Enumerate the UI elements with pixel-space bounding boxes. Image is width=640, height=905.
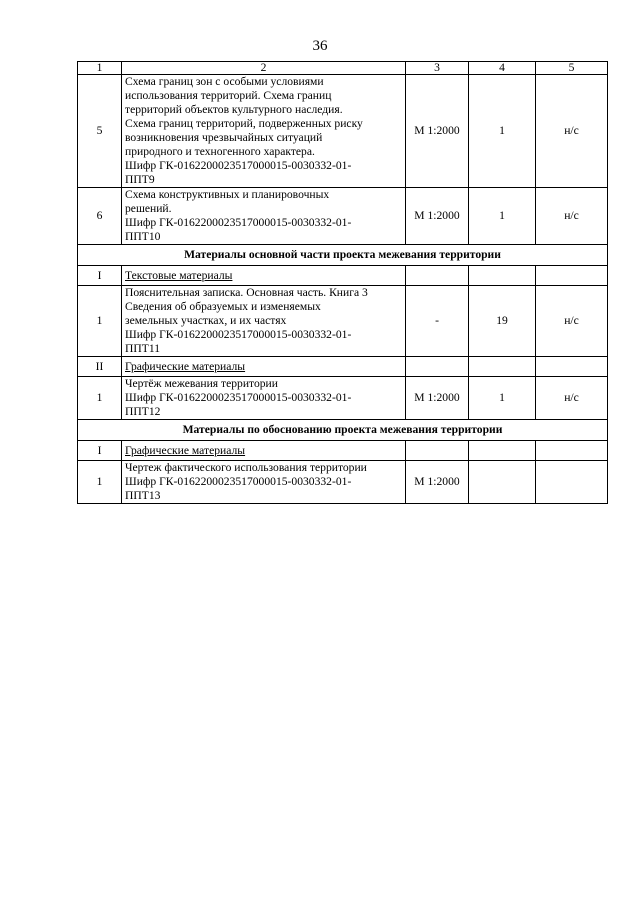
description-line: природного и техногенного характера.	[125, 145, 315, 158]
item-scale: М 1:2000	[406, 461, 469, 504]
item-scale: -	[406, 286, 469, 357]
description-line: Шифр ГК-0162200023517000015-0030332-01-	[125, 391, 352, 404]
subsection-cell	[122, 357, 406, 377]
documents-table	[77, 61, 608, 504]
empty-cell	[536, 266, 608, 286]
item-description	[122, 188, 406, 245]
table-row	[78, 286, 608, 357]
description-line: Схема конструктивных и планировочных	[125, 188, 330, 201]
table-row	[78, 188, 608, 245]
subsection-number: I	[78, 266, 122, 286]
column-header: 1	[78, 62, 122, 75]
item-sheet-count	[469, 461, 536, 504]
item-number: 6	[78, 188, 122, 245]
subsection-title: Графические материалы	[125, 359, 246, 373]
empty-cell	[406, 357, 469, 377]
subsection-title: Текстовые материалы	[125, 268, 233, 282]
table-row	[78, 75, 608, 188]
subsection-row	[78, 441, 608, 461]
description-line: ППТ13	[125, 489, 161, 502]
empty-cell	[406, 441, 469, 461]
subsection-cell	[122, 441, 406, 461]
empty-cell	[536, 357, 608, 377]
description-line: Схема границ территорий, подверженных риску	[125, 117, 363, 130]
description-line: Пояснительная записка. Основная часть. Книга 3	[125, 286, 368, 299]
description-line: ППТ10	[125, 230, 161, 243]
empty-cell	[406, 266, 469, 286]
item-number: 5	[78, 75, 122, 188]
description-line: Шифр ГК-0162200023517000015-0030332-01-	[125, 328, 352, 341]
item-description	[122, 377, 406, 420]
subsection-cell	[122, 266, 406, 286]
subsection-row	[78, 266, 608, 286]
table-row	[78, 377, 608, 420]
description-line: Чертёж межевания территории	[125, 377, 278, 390]
item-sheet-count: 1	[469, 188, 536, 245]
description-line: Сведения об образуемых и изменяемых	[125, 300, 321, 313]
item-sheet-count: 1	[469, 75, 536, 188]
subsection-number: II	[78, 357, 122, 377]
item-number: 1	[78, 286, 122, 357]
empty-cell	[469, 266, 536, 286]
description-line: Шифр ГК-0162200023517000015-0030332-01-	[125, 216, 352, 229]
item-number: 1	[78, 461, 122, 504]
column-header: 2	[122, 62, 406, 75]
item-note: н/с	[536, 188, 608, 245]
section-title: Материалы основной части проекта межевания территории	[78, 245, 608, 266]
item-sheet-count: 1	[469, 377, 536, 420]
description-line: ППТ11	[125, 342, 160, 355]
item-description	[122, 286, 406, 357]
subsection-row	[78, 357, 608, 377]
column-header: 4	[469, 62, 536, 75]
column-header: 3	[406, 62, 469, 75]
description-line: Чертеж фактического использования территории	[125, 461, 367, 474]
description-line: ППТ12	[125, 405, 161, 418]
subsection-title: Графические материалы	[125, 443, 246, 457]
table-header-row	[78, 62, 608, 75]
subsection-number: I	[78, 441, 122, 461]
description-line: Шифр ГК-0162200023517000015-0030332-01-	[125, 475, 352, 488]
description-line: решений.	[125, 202, 172, 215]
item-note	[536, 461, 608, 504]
item-scale: М 1:2000	[406, 75, 469, 188]
table-row	[78, 461, 608, 504]
description-line: возникновения чрезвычайных ситуаций	[125, 131, 323, 144]
section-header-row	[78, 420, 608, 441]
item-description	[122, 75, 406, 188]
description-line: территорий объектов культурного наследия.	[125, 103, 343, 116]
description-line: ППТ9	[125, 173, 155, 186]
description-line: использования территорий. Схема границ	[125, 89, 332, 102]
item-description	[122, 461, 406, 504]
item-scale: М 1:2000	[406, 188, 469, 245]
item-note: н/с	[536, 377, 608, 420]
item-sheet-count: 19	[469, 286, 536, 357]
item-scale: М 1:2000	[406, 377, 469, 420]
section-header-row	[78, 245, 608, 266]
description-line: Шифр ГК-0162200023517000015-0030332-01-	[125, 159, 352, 172]
item-note: н/с	[536, 75, 608, 188]
section-title: Материалы по обоснованию проекта межевания территории	[78, 420, 608, 441]
page-number: 36	[312, 38, 328, 54]
empty-cell	[469, 441, 536, 461]
column-header: 5	[536, 62, 608, 75]
empty-cell	[536, 441, 608, 461]
item-number: 1	[78, 377, 122, 420]
description-line: земельных участках, и их частях	[125, 314, 287, 327]
description-line: Схема границ зон с особыми условиями	[125, 75, 324, 88]
empty-cell	[469, 357, 536, 377]
item-note: н/с	[536, 286, 608, 357]
